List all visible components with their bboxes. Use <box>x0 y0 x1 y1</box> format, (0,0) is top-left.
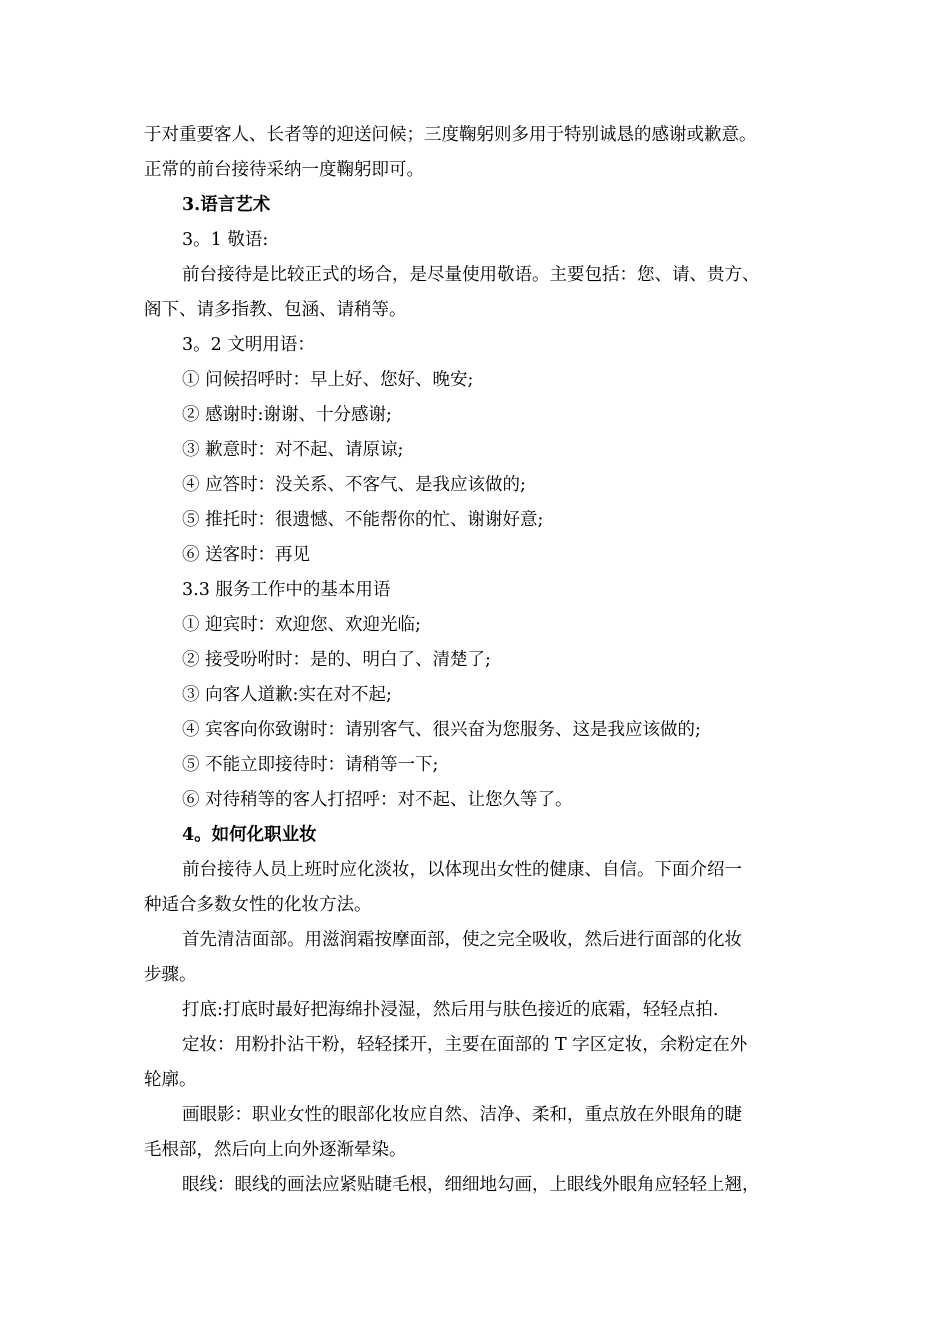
paragraph-line: 正常的前台接待采纳一度鞠躬即可。 <box>144 160 424 180</box>
list-item: ③ 向客人道歉:实在对不起; <box>182 685 392 705</box>
list-item: ⑥ 对待稍等的客人打招呼：对不起、让您久等了。 <box>182 790 573 810</box>
paragraph-line: 前台接待是比较正式的场合，是尽量使用敬语。主要包括：您、请、贵方、 <box>182 265 760 285</box>
paragraph-line: 画眼影：职业女性的眼部化妆应自然、洁净、柔和，重点放在外眼角的睫 <box>182 1105 742 1125</box>
paragraph-line: 步骤。 <box>144 965 197 985</box>
list-item: ② 接受吩咐时：是的、明白了、清楚了; <box>182 650 491 670</box>
paragraph-line: 首先清洁面部。用滋润霜按摩面部，使之完全吸收，然后进行面部的化妆 <box>182 930 742 950</box>
list-item: ④ 应答时：没关系、不客气、是我应该做的; <box>182 475 526 495</box>
paragraph-line: 前台接待人员上班时应化淡妆，以体现出女性的健康、自信。下面介绍一 <box>182 860 742 880</box>
list-item: ① 问候招呼时：早上好、您好、晚安; <box>182 370 474 390</box>
list-item: ⑥ 送客时：再见 <box>182 545 311 565</box>
subsection-heading-3-1: 3。1 敬语: <box>182 230 269 250</box>
document-page <box>144 118 824 1203</box>
paragraph-line: 毛根部，然后向上向外逐渐晕染。 <box>144 1140 407 1160</box>
paragraph-line: 于对重要客人、长者等的迎送问候；三度鞠躬则多用于特别诚恳的感谢或歉意。 <box>144 125 757 145</box>
list-item: ③ 歉意时：对不起、请原谅; <box>182 440 404 460</box>
list-item: ⑤ 推托时：很遗憾、不能帮你的忙、谢谢好意; <box>182 510 544 530</box>
paragraph-line: 打底:打底时最好把海绵扑浸湿，然后用与肤色接近的底霜，轻轻点拍. <box>182 1000 719 1020</box>
paragraph-line: 定妆：用粉扑沾干粉，轻轻揉开，主要在面部的 T 字区定妆，余粉定在外 <box>182 1035 748 1055</box>
paragraph-line: 阁下、请多指教、包涵、请稍等。 <box>144 300 407 320</box>
paragraph-line: 眼线：眼线的画法应紧贴睫毛根，细细地勾画，上眼线外眼角应轻轻上翘， <box>182 1175 760 1195</box>
subsection-heading-3-2: 3。2 文明用语： <box>182 335 315 355</box>
subsection-heading-3-3: 3.3 服务工作中的基本用语 <box>182 580 391 600</box>
list-item: ② 感谢时:谢谢、十分感谢; <box>182 405 392 425</box>
section-heading-4: 4。如何化职业妆 <box>182 825 317 845</box>
paragraph-line: 种适合多数女性的化妆方法。 <box>144 895 372 915</box>
section-heading-3: 3.语言艺术 <box>182 195 271 215</box>
list-item: ⑤ 不能立即接待时：请稍等一下; <box>182 755 439 775</box>
list-item: ④ 宾客向你致谢时：请别客气、很兴奋为您服务、这是我应该做的; <box>182 720 701 740</box>
list-item: ① 迎宾时：欢迎您、欢迎光临; <box>182 615 421 635</box>
paragraph-line: 轮廓。 <box>144 1070 197 1090</box>
